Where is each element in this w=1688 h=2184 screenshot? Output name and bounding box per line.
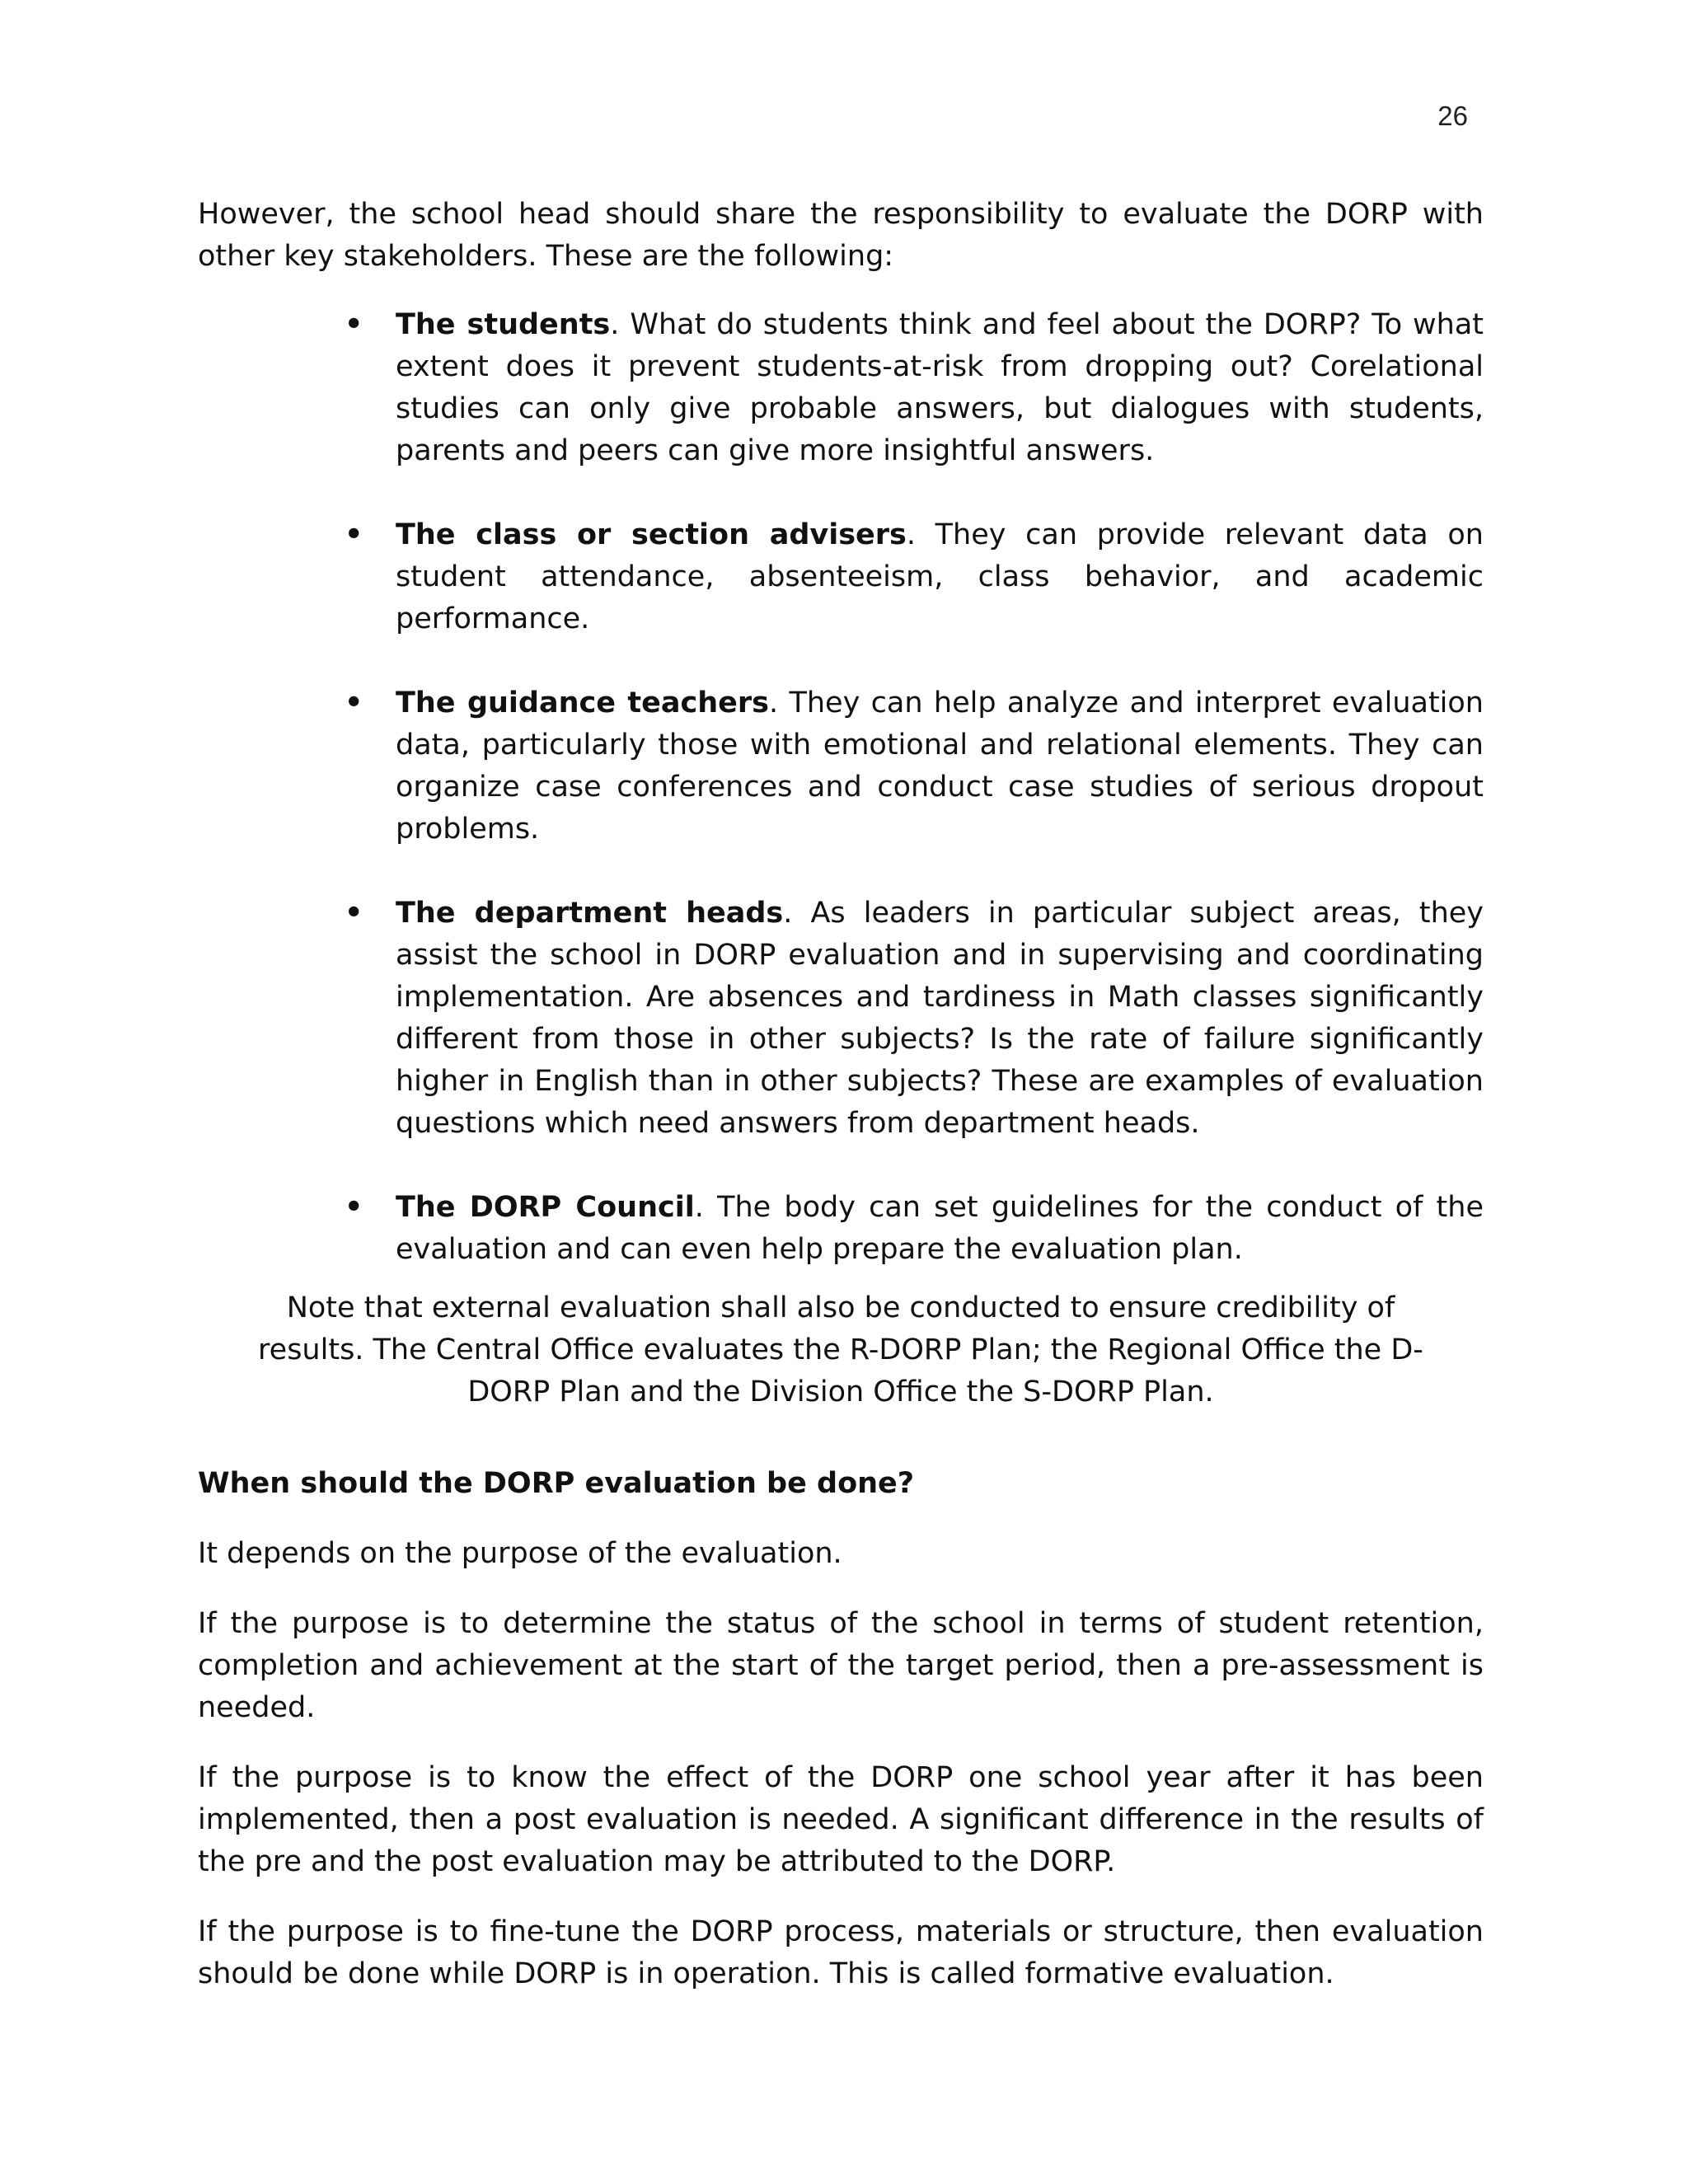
body-paragraph: If the purpose is to know the effect of the DORP one school year after it has been implemented, then a post evaluation is needed. A significant difference in the results of the pre and the post evaluation may be attributed to the DORP. <box>198 1761 1484 1878</box>
list-item <box>345 304 1484 472</box>
list-item <box>345 1187 1484 1271</box>
body-paragraph: If the purpose is to determine the status of the school in terms of student retention, completion and achievement at the start of the target period, then a pre-assessment is needed. <box>198 1607 1484 1724</box>
list-item <box>345 682 1484 851</box>
list-item-text: . The body can set guidelines for the conduct of the evaluation and can even help prepare the evaluation plan. <box>396 1191 1484 1266</box>
note-paragraph: Note that external evaluation shall also be conducted to ensure credibility of results. The Central Office evaluates the R-DORP Plan; the Regional Office the D- DORP Plan and the Division Office the S-DORP Plan. <box>258 1291 1423 1408</box>
list-item <box>345 514 1484 640</box>
list-item-title: The students <box>396 308 611 341</box>
list-item-text: . What do students think and feel about the DORP? To what extent does it prevent students-at-risk from dropping out? Corelational studies can only give probable answers, but dialogues with students, parents and peers can give more insightful answers. <box>396 308 1484 467</box>
list-item-text: . They can provide relevant data on student attendance, absenteeism, class behavior, and academic performance. <box>396 518 1484 635</box>
list-item-title: The class or section advisers <box>396 518 907 551</box>
bullet-icon: • <box>345 1191 363 1224</box>
list-item-text: . As leaders in particular subject areas, they assist the school in DORP evaluation and in supervising and coordinating implementation. Are absences and tardiness in Math classes significantly different from those in other subjects? Is the rate of failure significantly higher in English than in other subjects? These are examples of evaluation questions which need answers from department heads. <box>396 897 1484 1140</box>
section-heading: When should the DORP evaluation be done? <box>198 1467 915 1500</box>
list-item-title: The guidance teachers <box>396 687 769 719</box>
page-number: 26 <box>1437 101 1468 131</box>
list-item-text: . They can help analyze and interpret evaluation data, particularly those with emotional and relational elements. They can organize case conferences and conduct case studies of serious dropout problems. <box>396 687 1484 846</box>
stakeholder-list <box>345 304 1484 1271</box>
list-item-title: The department heads <box>396 897 784 930</box>
body-paragraph: It depends on the purpose of the evaluation. <box>198 1537 842 1570</box>
list-item-title: The DORP Council <box>396 1191 695 1224</box>
body-paragraph: If the purpose is to fine-tune the DORP process, materials or structure, then evaluation should be done while DORP is in operation. This is called formative evaluation. <box>198 1915 1484 1990</box>
document-body <box>198 194 1484 2023</box>
intro-paragraph: However, the school head should share the responsibility to evaluate the DORP with other key stakeholders. These are the following: <box>198 198 1484 273</box>
bullet-icon: • <box>345 518 363 551</box>
bullet-icon: • <box>345 897 363 930</box>
bullet-icon: • <box>345 687 363 719</box>
list-item <box>345 893 1484 1145</box>
bullet-icon: • <box>345 308 363 341</box>
